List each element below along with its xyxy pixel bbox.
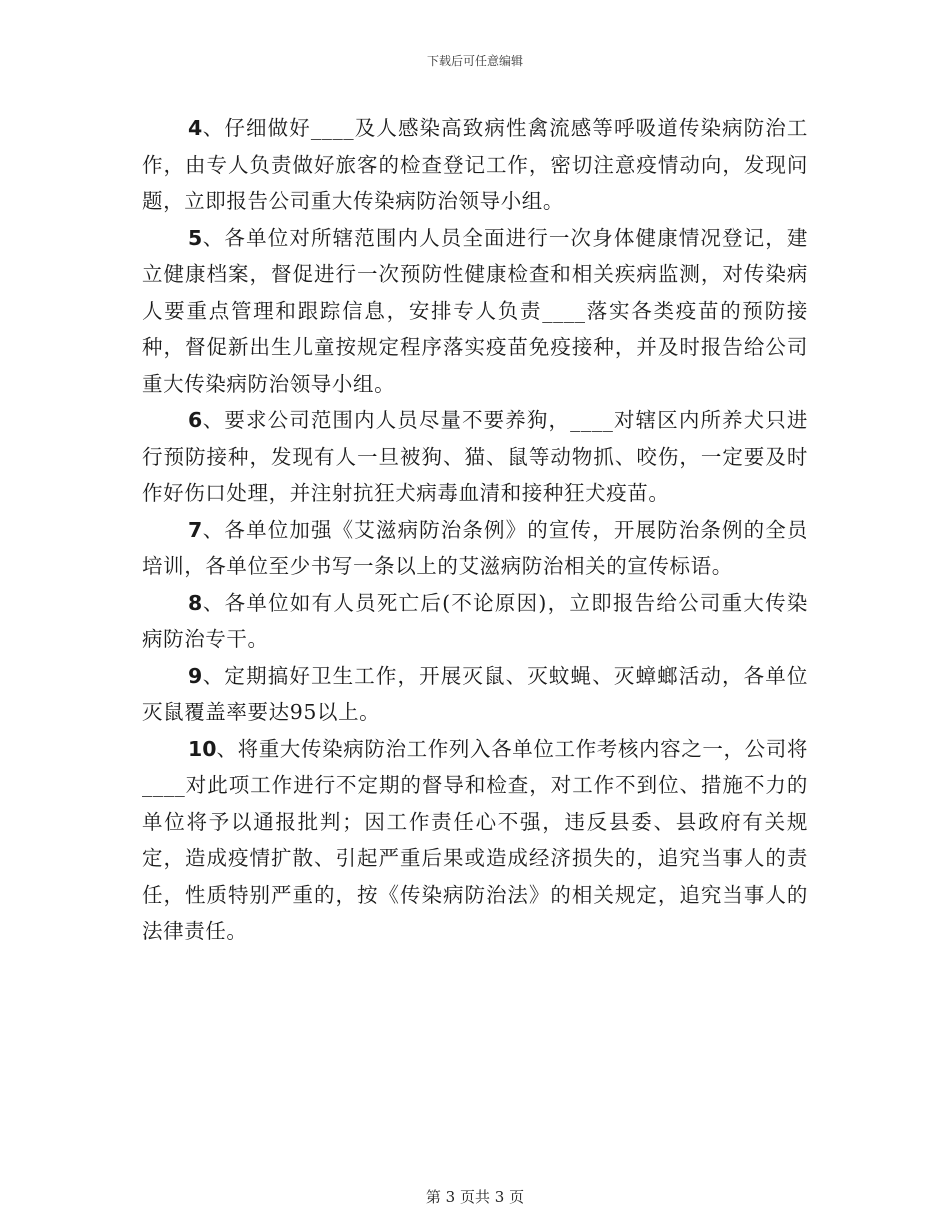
paragraph-item-6 [142,402,808,512]
paragraph-number: 5 [188,225,203,250]
paragraph-number: 7 [188,517,203,542]
paragraph-item-7 [142,512,808,585]
paragraph-number: 10 [188,736,217,761]
paragraph-item-4 [142,110,808,220]
page-number-footer: 第 3 页共 3 页 [425,1188,525,1206]
paragraph-item-5 [142,220,808,403]
paragraph-number: 4 [188,116,203,140]
page-header-note: 下载后可任意编辑 [426,54,523,68]
paragraph-text: 、各单位如有人员死亡后(不论原因)，立即报告给公司重大传染病防治专干。 [142,590,808,651]
paragraph-number: 8 [188,590,203,615]
paragraph-text: 、各单位对所辖范围内人员全面进行一次身体健康情况登记，建立健康档案，督促进行一次预防性健康检查和相关疾病监测，对传染病人要重点管理和跟踪信息，安排专人负责____落实各类疫苗的预防接种，督促新出生儿童按规定程序落实疫苗免疫接种，并及时报告给公司重大传染病防治领导小组。 [142,225,808,396]
document-body [142,110,808,950]
paragraph-item-8 [142,585,808,658]
paragraph-text: 、定期搞好卫生工作，开展灭鼠、灭蚊蝇、灭蟑螂活动，各单位灭鼠覆盖率要达95以上。 [142,663,808,724]
paragraph-item-9 [142,658,808,731]
paragraph-number: 9 [188,663,203,688]
paragraph-text: 、要求公司范围内人员尽量不要养狗，____对辖区内所养犬只进行预防接种，发现有人一旦被狗、猫、鼠等动物抓、咬伤，一定要及时作好伤口处理，并注射抗狂犬病毒血清和接种狂犬疫苗。 [142,408,808,505]
paragraph-number: 6 [188,408,203,432]
paragraph-text: 、仔细做好____及人感染高致病性禽流感等呼吸道传染病防治工作，由专人负责做好旅客的检查登记工作，密切注意疫情动向，发现问题，立即报告公司重大传染病防治领导小组。 [142,116,808,213]
paragraph-item-10 [142,731,808,950]
paragraph-text: 、将重大传染病防治工作列入各单位工作考核内容之一，公司将____对此项工作进行不定期的督导和检查，对工作不到位、措施不力的单位将予以通报批判；因工作责任心不强，违反县委、县政府有关规定，造成疫情扩散、引起严重后果或造成经济损失的，追究当事人的责任，性质特别严重的，按《传染病防治法》的相关规定，追究当事人的法律责任。 [142,736,808,943]
paragraph-text: 、各单位加强《艾滋病防治条例》的宣传，开展防治条例的全员培训，各单位至少书写一条以上的艾滋病防治相关的宣传标语。 [142,517,808,578]
